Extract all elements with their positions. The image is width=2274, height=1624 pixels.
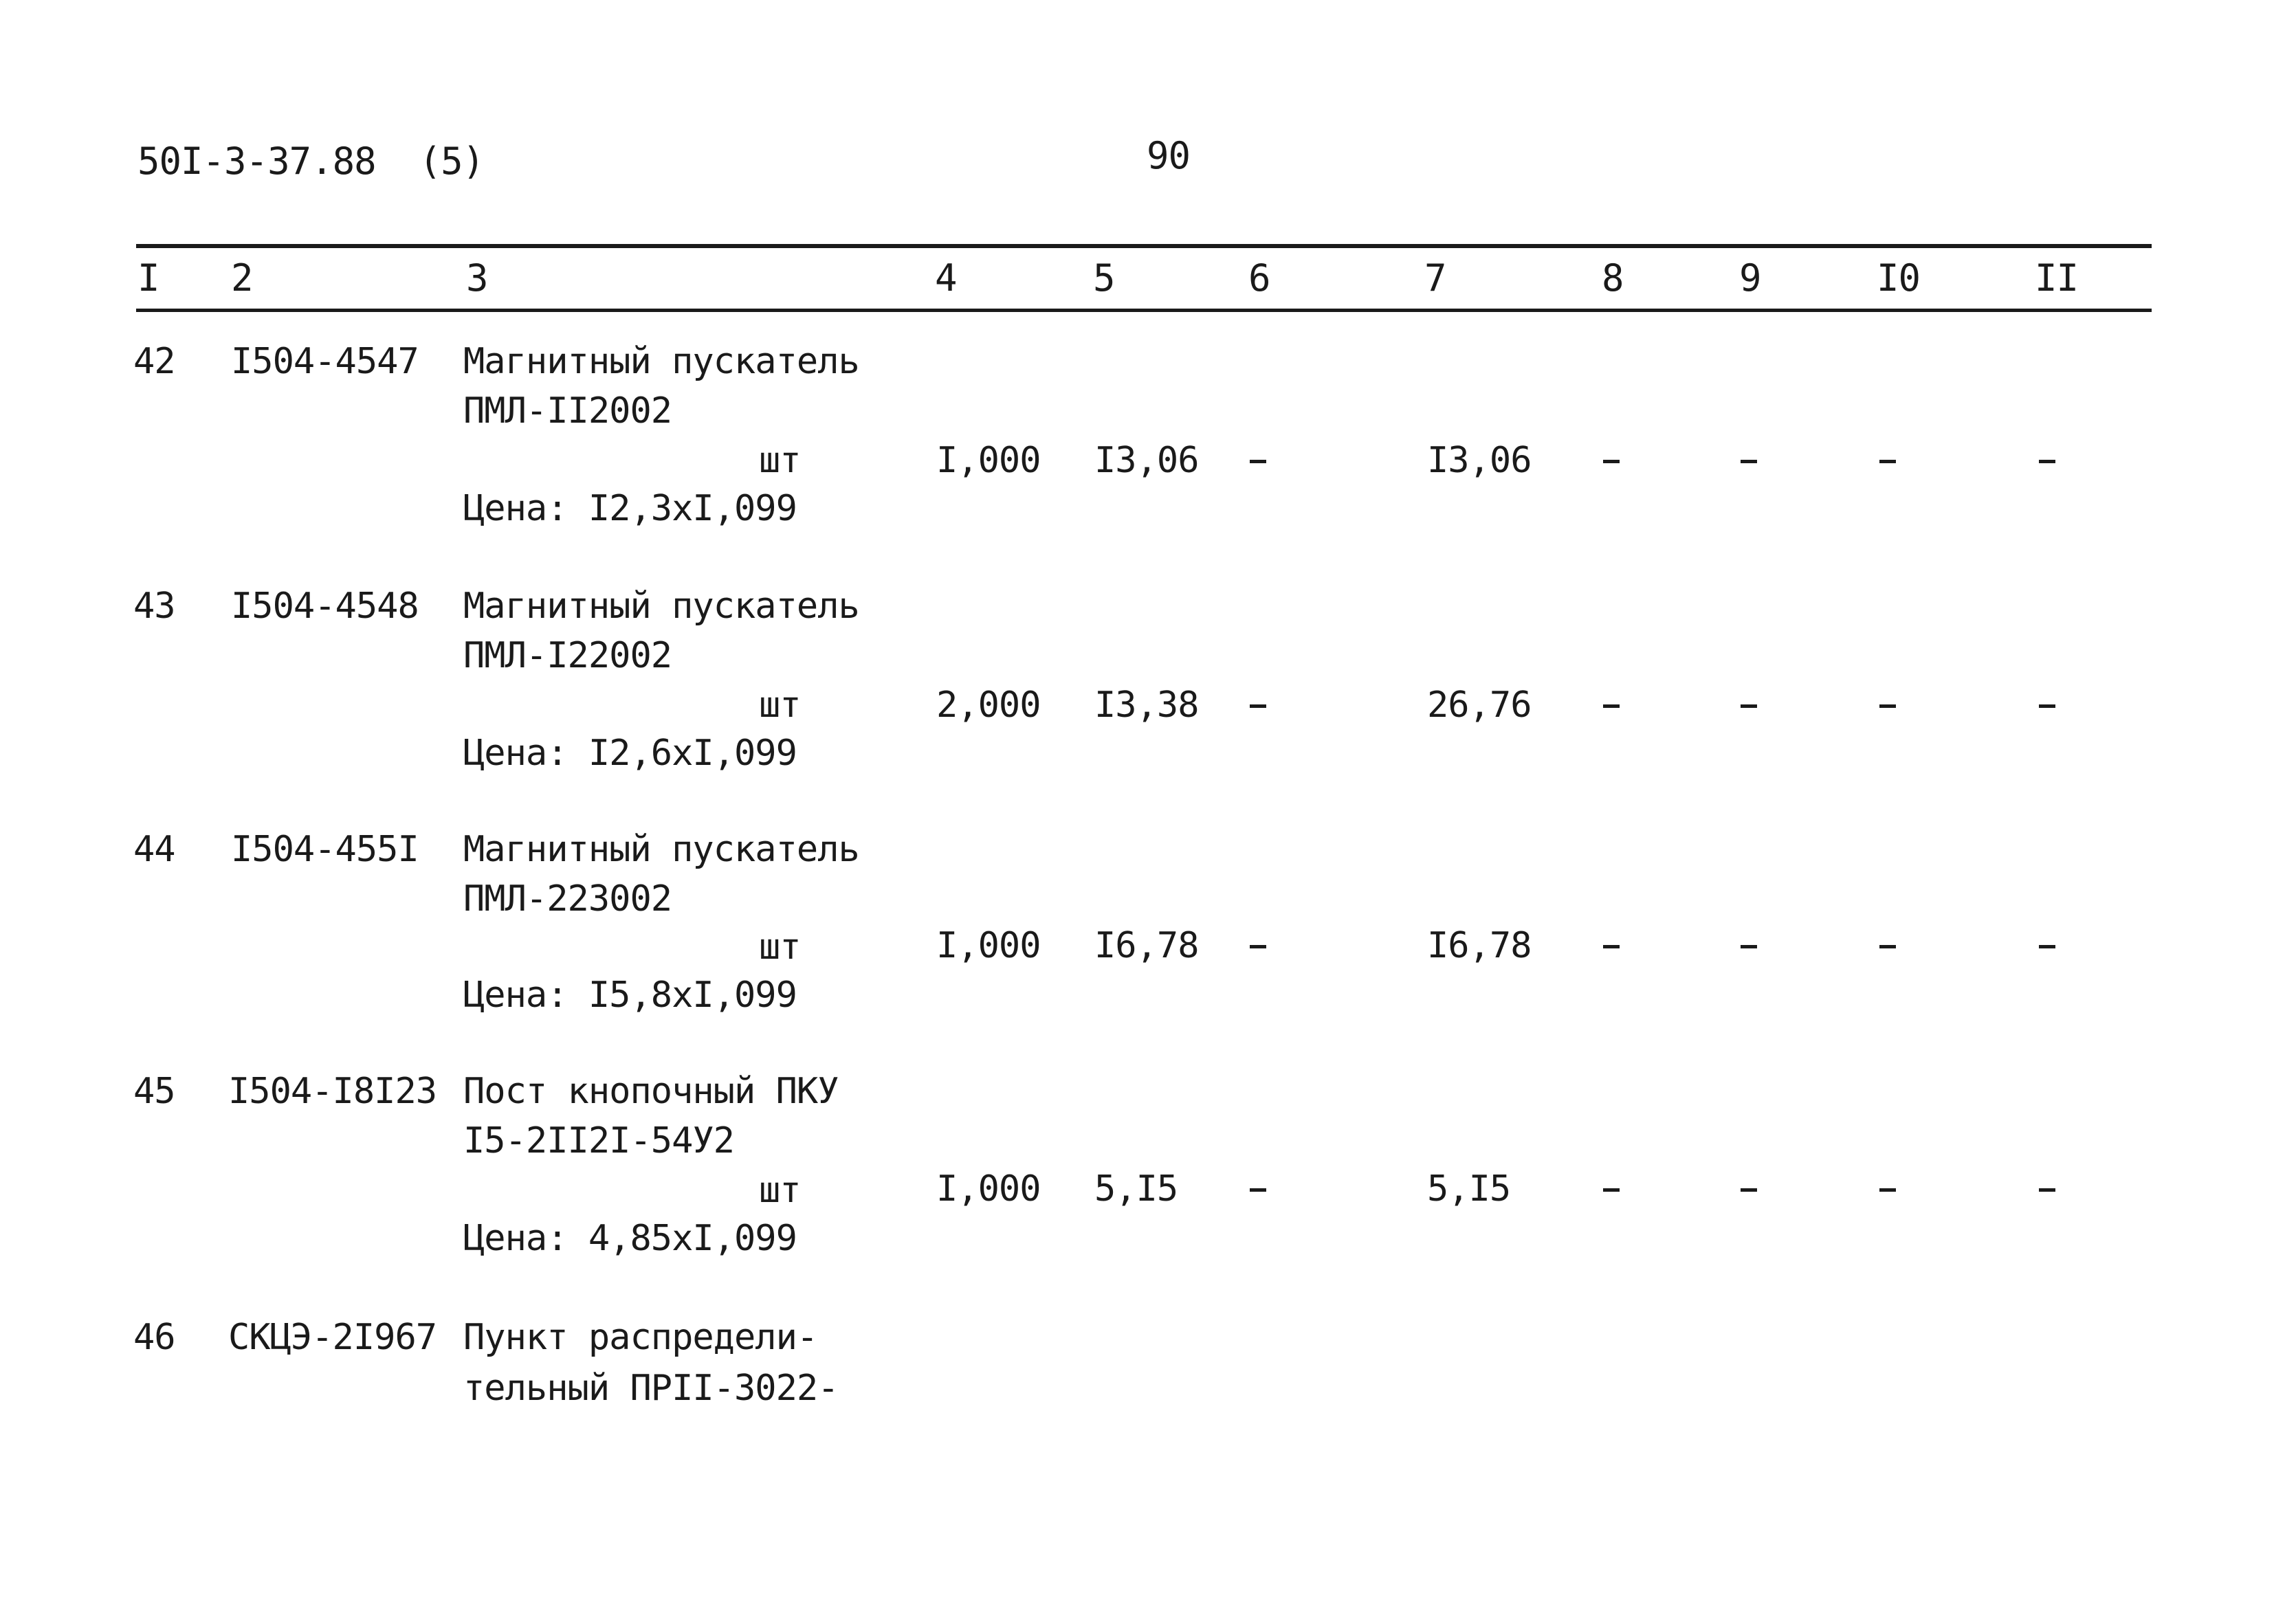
item-price-formula: Цена: I5,8xI,099 (463, 975, 797, 1016)
item-code: I504-455I (231, 829, 419, 870)
item-description-line1: Магнитный пускатель (463, 341, 859, 382)
item-code: I504-4547 (231, 341, 419, 382)
column-header-9: 9 (1739, 256, 1761, 300)
column-header-11: II (2035, 256, 2079, 300)
column-header-2: 2 (231, 256, 253, 300)
cell-col5: I6,78 (1094, 925, 1199, 966)
cell-col11-dash (2039, 1188, 2055, 1192)
item-description-line2: ПМЛ-II2002 (463, 390, 672, 432)
column-header-7: 7 (1424, 256, 1446, 300)
column-header-6: 6 (1248, 256, 1270, 300)
cell-col7: 26,76 (1427, 685, 1532, 726)
cell-col8-dash (1603, 945, 1620, 948)
cell-col10-dash (1879, 1188, 1896, 1192)
item-unit: шт (759, 926, 801, 968)
cell-col6-dash (1250, 945, 1266, 948)
cell-col9-dash (1741, 945, 1757, 948)
row-number: 42 (133, 341, 175, 382)
cell-col9-dash (1741, 1188, 1757, 1192)
cell-col4: I,000 (936, 1168, 1041, 1210)
cell-col4: 2,000 (936, 685, 1041, 726)
item-price-formula: Цена: I2,6xI,099 (463, 733, 797, 774)
cell-col5: I3,06 (1094, 440, 1199, 481)
table-top-rule (136, 244, 2152, 248)
cell-col9-dash (1741, 460, 1757, 463)
cell-col7: I3,06 (1427, 440, 1532, 481)
cell-col8-dash (1603, 1188, 1620, 1192)
column-header-8: 8 (1602, 256, 1624, 300)
cell-col8-dash (1603, 460, 1620, 463)
item-description-line2: ПМЛ-223002 (463, 878, 672, 920)
row-number: 46 (133, 1317, 175, 1358)
cell-col10-dash (1879, 704, 1896, 708)
item-description-line1: Пост кнопочный ПКУ (463, 1071, 839, 1112)
item-unit: шт (759, 685, 801, 726)
cell-col7: 5,I5 (1427, 1168, 1511, 1210)
row-number: 45 (133, 1071, 175, 1112)
column-header-1: I (137, 256, 159, 300)
cell-col5: 5,I5 (1094, 1168, 1178, 1210)
item-price-formula: Цена: 4,85xI,099 (463, 1218, 797, 1259)
item-description-line2: I5-2II2I-54У2 (463, 1120, 734, 1161)
item-description-line1: Пункт распредели- (463, 1317, 818, 1358)
cell-col6-dash (1250, 704, 1266, 708)
column-header-5: 5 (1093, 256, 1115, 300)
row-number: 43 (133, 586, 175, 627)
cell-col10-dash (1879, 460, 1896, 463)
cell-col11-dash (2039, 704, 2055, 708)
column-header-10: I0 (1877, 256, 1921, 300)
item-description-line1: Магнитный пускатель (463, 586, 859, 627)
cell-col6-dash (1250, 460, 1266, 463)
cell-col11-dash (2039, 460, 2055, 463)
cell-col9-dash (1741, 704, 1757, 708)
page-number: 90 (1147, 134, 1191, 177)
item-unit: шт (759, 1170, 801, 1211)
item-description-line2: тельный ПРII-3022- (463, 1368, 839, 1409)
cell-col7: I6,78 (1427, 925, 1532, 966)
cell-col4: I,000 (936, 440, 1041, 481)
item-code: I504-4548 (231, 586, 419, 627)
cell-col8-dash (1603, 704, 1620, 708)
item-code: СКЦЭ-2I967 (228, 1317, 437, 1358)
cell-col6-dash (1250, 1188, 1266, 1192)
item-code: I504-I8I23 (228, 1071, 437, 1112)
row-number: 44 (133, 829, 175, 870)
cell-col10-dash (1879, 945, 1896, 948)
document-code: 50I-3-37.88 (5) (137, 140, 485, 183)
column-header-4: 4 (935, 256, 957, 300)
item-unit: шт (759, 440, 801, 481)
item-price-formula: Цена: I2,3xI,099 (463, 488, 797, 529)
item-description-line1: Магнитный пускатель (463, 829, 859, 870)
cell-col5: I3,38 (1094, 685, 1199, 726)
item-description-line2: ПМЛ-I22002 (463, 635, 672, 676)
table-header-bottom-rule (136, 309, 2152, 312)
cell-col4: I,000 (936, 925, 1041, 966)
cell-col11-dash (2039, 945, 2055, 948)
column-header-3: 3 (466, 256, 488, 300)
